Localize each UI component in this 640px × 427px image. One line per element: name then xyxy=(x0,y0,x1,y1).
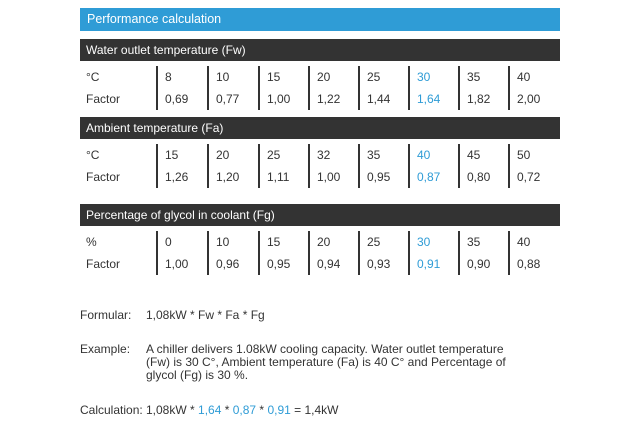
row-label: % xyxy=(86,235,97,249)
example-text xyxy=(146,343,566,382)
column-divider xyxy=(458,144,460,188)
value-cell: 25 xyxy=(267,148,281,162)
factor-cell: 1,64 xyxy=(417,92,441,106)
value-cell: 15 xyxy=(165,148,179,162)
value-cell: 35 xyxy=(467,70,481,84)
column-divider xyxy=(508,231,510,275)
factor-cell: 0,91 xyxy=(417,257,441,271)
factor-cell: 1,00 xyxy=(165,257,189,271)
value-cell: 0 xyxy=(165,235,172,249)
column-divider xyxy=(308,144,310,188)
table-ambient xyxy=(80,144,560,188)
example-line: A chiller delivers 1.08kW cooling capacity. Water outlet temperature xyxy=(146,342,504,356)
formula-label: Formular: xyxy=(80,308,132,322)
row-label: Factor xyxy=(86,170,121,184)
column-divider xyxy=(156,66,158,110)
calc-fw: 1,64 xyxy=(198,403,222,417)
factor-cell: 1,22 xyxy=(317,92,341,106)
performance-calculation-sheet xyxy=(80,8,560,275)
table-water-outlet xyxy=(80,66,560,110)
column-divider xyxy=(258,66,260,110)
factor-cell: 0,95 xyxy=(267,257,291,271)
column-divider xyxy=(358,231,360,275)
calc-fa: 0,87 xyxy=(232,403,257,417)
factor-cell: 0,69 xyxy=(165,92,189,106)
column-divider xyxy=(207,144,209,188)
calc-fg: 0,91 xyxy=(267,403,291,417)
value-cell: 35 xyxy=(367,148,381,162)
value-cell: 20 xyxy=(317,70,331,84)
factor-cell: 1,82 xyxy=(467,92,491,106)
calc-op: * xyxy=(221,403,233,417)
row-label: °C xyxy=(86,70,100,84)
row-label: °C xyxy=(86,148,100,162)
factor-cell: 0,72 xyxy=(517,170,541,184)
column-divider xyxy=(156,231,158,275)
value-cell: 30 xyxy=(417,235,431,249)
column-divider xyxy=(458,66,460,110)
example-line: glycol (Fg) is 30 %. xyxy=(146,368,249,382)
factor-cell: 0,90 xyxy=(467,257,491,271)
value-cell: 50 xyxy=(517,148,531,162)
column-divider xyxy=(408,231,410,275)
value-cell: 15 xyxy=(267,235,281,249)
calculation-text xyxy=(146,404,338,417)
table-glycol xyxy=(80,231,560,275)
factor-cell: 0,95 xyxy=(367,170,391,184)
factor-cell: 0,94 xyxy=(317,257,341,271)
value-cell: 40 xyxy=(517,70,531,84)
column-divider xyxy=(156,144,158,188)
factor-cell: 0,96 xyxy=(216,257,240,271)
column-divider xyxy=(308,66,310,110)
factor-cell: 1,26 xyxy=(165,170,189,184)
value-cell: 30 xyxy=(417,70,431,84)
factor-cell: 0,87 xyxy=(417,170,441,184)
calc-result: = 1,4kW xyxy=(290,403,339,417)
value-cell: 25 xyxy=(367,70,381,84)
column-divider xyxy=(508,66,510,110)
column-divider xyxy=(508,144,510,188)
value-cell: 25 xyxy=(367,235,381,249)
factor-cell: 1,44 xyxy=(367,92,391,106)
column-divider xyxy=(258,231,260,275)
value-cell: 20 xyxy=(317,235,331,249)
factor-cell: 0,88 xyxy=(517,257,541,271)
page-title: Performance calculation xyxy=(80,8,560,31)
column-divider xyxy=(207,231,209,275)
value-cell: 15 xyxy=(267,70,281,84)
value-cell: 20 xyxy=(216,148,230,162)
calc-op: * xyxy=(256,403,268,417)
factor-cell: 2,00 xyxy=(517,92,541,106)
column-divider xyxy=(408,66,410,110)
calc-base: 1,08kW xyxy=(146,403,187,417)
value-cell: 40 xyxy=(417,148,431,162)
section-header-ambient: Ambient temperature (Fa) xyxy=(80,117,560,139)
value-cell: 10 xyxy=(216,70,230,84)
value-cell: 45 xyxy=(467,148,481,162)
column-divider xyxy=(358,144,360,188)
column-divider xyxy=(258,144,260,188)
factor-cell: 0,77 xyxy=(216,92,240,106)
section-header-water-outlet: Water outlet temperature (Fw) xyxy=(80,39,560,61)
calc-op: * xyxy=(186,403,199,417)
column-divider xyxy=(207,66,209,110)
factor-cell: 0,93 xyxy=(367,257,391,271)
factor-cell: 1,20 xyxy=(216,170,240,184)
value-cell: 10 xyxy=(216,235,230,249)
column-divider xyxy=(458,231,460,275)
column-divider xyxy=(308,231,310,275)
example-line: (Fw) is 30 C°, Ambient temperature (Fa) is 40 C° and Percentage of xyxy=(146,355,506,369)
column-divider xyxy=(358,66,360,110)
value-cell: 8 xyxy=(165,70,172,84)
column-divider xyxy=(408,144,410,188)
example-label: Example: xyxy=(80,342,131,356)
value-cell: 40 xyxy=(517,235,531,249)
row-label: Factor xyxy=(86,92,121,106)
value-cell: 32 xyxy=(317,148,331,162)
calculation-label: Calculation: xyxy=(80,403,143,417)
factor-cell: 1,00 xyxy=(267,92,291,106)
formula-text: 1,08kW * Fw * Fa * Fg xyxy=(146,308,265,322)
factor-cell: 1,00 xyxy=(317,170,341,184)
row-label: Factor xyxy=(86,257,121,271)
factor-cell: 0,80 xyxy=(467,170,491,184)
factor-cell: 1,11 xyxy=(267,170,290,184)
section-header-glycol: Percentage of glycol in coolant (Fg) xyxy=(80,204,560,226)
value-cell: 35 xyxy=(467,235,481,249)
